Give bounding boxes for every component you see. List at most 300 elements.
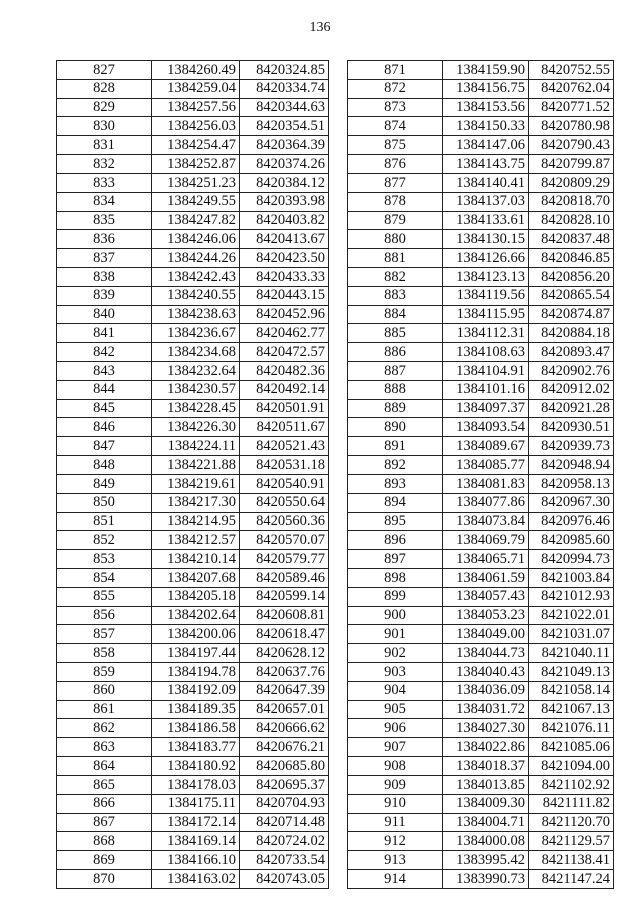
- point-number-cell: 897: [348, 550, 443, 569]
- y-coordinate-cell: 8420443.15: [240, 286, 329, 305]
- point-number-cell: 830: [57, 117, 152, 136]
- y-coordinate-cell: 8421094.00: [529, 757, 614, 776]
- point-number-cell: 890: [348, 418, 443, 437]
- y-coordinate-cell: 8421012.93: [529, 587, 614, 606]
- table-row: [348, 267, 614, 286]
- table-row: [348, 286, 614, 305]
- point-number-cell: 870: [57, 869, 152, 888]
- y-coordinate-cell: 8420521.43: [240, 437, 329, 456]
- x-coordinate-cell: 1384153.56: [443, 98, 529, 117]
- y-coordinate-cell: 8420762.04: [529, 79, 614, 98]
- point-number-cell: 879: [348, 211, 443, 230]
- point-number-cell: 853: [57, 550, 152, 569]
- x-coordinate-cell: 1384040.43: [443, 663, 529, 682]
- point-number-cell: 895: [348, 512, 443, 531]
- y-coordinate-cell: 8420985.60: [529, 531, 614, 550]
- x-coordinate-cell: 1384214.95: [152, 512, 240, 531]
- point-number-cell: 881: [348, 249, 443, 268]
- x-coordinate-cell: 1384207.68: [152, 568, 240, 587]
- point-number-cell: 869: [57, 851, 152, 870]
- point-number-cell: 850: [57, 493, 152, 512]
- y-coordinate-cell: 8420608.81: [240, 606, 329, 625]
- x-coordinate-cell: 1384027.30: [443, 719, 529, 738]
- x-coordinate-cell: 1384156.75: [443, 79, 529, 98]
- y-coordinate-cell: 8421049.13: [529, 663, 614, 682]
- table-row: [57, 98, 329, 117]
- table-row: [57, 399, 329, 418]
- y-coordinate-cell: 8420637.76: [240, 663, 329, 682]
- x-coordinate-cell: 1384065.71: [443, 550, 529, 569]
- point-number-cell: 841: [57, 324, 152, 343]
- x-coordinate-cell: 1384217.30: [152, 493, 240, 512]
- x-coordinate-cell: 1384133.61: [443, 211, 529, 230]
- point-number-cell: 886: [348, 343, 443, 362]
- x-coordinate-cell: 1383995.42: [443, 851, 529, 870]
- table-row: [57, 493, 329, 512]
- point-number-cell: 888: [348, 380, 443, 399]
- point-number-cell: 903: [348, 663, 443, 682]
- point-number-cell: 873: [348, 98, 443, 117]
- point-number-cell: 894: [348, 493, 443, 512]
- x-coordinate-cell: 1384123.13: [443, 267, 529, 286]
- x-coordinate-cell: 1384049.00: [443, 625, 529, 644]
- x-coordinate-cell: 1384018.37: [443, 757, 529, 776]
- x-coordinate-cell: 1384221.88: [152, 456, 240, 475]
- y-coordinate-cell: 8420771.52: [529, 98, 614, 117]
- table-row: [348, 851, 614, 870]
- table-row: [348, 173, 614, 192]
- x-coordinate-cell: 1384234.68: [152, 343, 240, 362]
- x-coordinate-cell: 1384089.67: [443, 437, 529, 456]
- y-coordinate-cell: 8421129.57: [529, 832, 614, 851]
- x-coordinate-cell: 1384143.75: [443, 155, 529, 174]
- y-coordinate-cell: 8420599.14: [240, 587, 329, 606]
- table-row: [348, 606, 614, 625]
- table-row: [57, 625, 329, 644]
- y-coordinate-cell: 8420846.85: [529, 249, 614, 268]
- x-coordinate-cell: 1384200.06: [152, 625, 240, 644]
- y-coordinate-cell: 8420809.29: [529, 173, 614, 192]
- x-coordinate-cell: 1384228.45: [152, 399, 240, 418]
- table-row: [57, 851, 329, 870]
- table-row: [57, 700, 329, 719]
- point-number-cell: 892: [348, 456, 443, 475]
- x-coordinate-cell: 1383990.73: [443, 869, 529, 888]
- table-row: [348, 681, 614, 700]
- table-row: [348, 98, 614, 117]
- point-number-cell: 857: [57, 625, 152, 644]
- point-number-cell: 865: [57, 775, 152, 794]
- table-row: [348, 738, 614, 757]
- y-coordinate-cell: 8420724.02: [240, 832, 329, 851]
- point-number-cell: 851: [57, 512, 152, 531]
- point-number-cell: 862: [57, 719, 152, 738]
- table-row: [57, 550, 329, 569]
- x-coordinate-cell: 1384260.49: [152, 61, 240, 80]
- point-number-cell: 906: [348, 719, 443, 738]
- y-coordinate-cell: 8420874.87: [529, 305, 614, 324]
- y-coordinate-cell: 8420790.43: [529, 136, 614, 155]
- x-coordinate-cell: 1384053.23: [443, 606, 529, 625]
- point-number-cell: 837: [57, 249, 152, 268]
- y-coordinate-cell: 8420976.46: [529, 512, 614, 531]
- table-row: [57, 418, 329, 437]
- point-number-cell: 860: [57, 681, 152, 700]
- x-coordinate-cell: 1384172.14: [152, 813, 240, 832]
- table-row: [57, 362, 329, 381]
- point-number-cell: 836: [57, 230, 152, 249]
- table-row: [348, 644, 614, 663]
- table-row: [348, 625, 614, 644]
- point-number-cell: 855: [57, 587, 152, 606]
- x-coordinate-cell: 1384000.08: [443, 832, 529, 851]
- point-number-cell: 889: [348, 399, 443, 418]
- y-coordinate-cell: 8420462.77: [240, 324, 329, 343]
- y-coordinate-cell: 8420618.47: [240, 625, 329, 644]
- x-coordinate-cell: 1384252.87: [152, 155, 240, 174]
- y-coordinate-cell: 8420550.64: [240, 493, 329, 512]
- y-coordinate-cell: 8421040.11: [529, 644, 614, 663]
- y-coordinate-cell: 8420994.73: [529, 550, 614, 569]
- x-coordinate-cell: 1384256.03: [152, 117, 240, 136]
- point-number-cell: 843: [57, 362, 152, 381]
- coordinates-table-right: [347, 60, 614, 889]
- table-row: [348, 117, 614, 136]
- point-number-cell: 838: [57, 267, 152, 286]
- x-coordinate-cell: 1384169.14: [152, 832, 240, 851]
- table-body-right: [348, 61, 614, 889]
- y-coordinate-cell: 8420334.74: [240, 79, 329, 98]
- table-row: [348, 343, 614, 362]
- x-coordinate-cell: 1384057.43: [443, 587, 529, 606]
- y-coordinate-cell: 8420865.54: [529, 286, 614, 305]
- y-coordinate-cell: 8420540.91: [240, 474, 329, 493]
- x-coordinate-cell: 1384180.92: [152, 757, 240, 776]
- table-row: [348, 362, 614, 381]
- x-coordinate-cell: 1384119.56: [443, 286, 529, 305]
- table-row: [57, 267, 329, 286]
- y-coordinate-cell: 8420492.14: [240, 380, 329, 399]
- y-coordinate-cell: 8421147.24: [529, 869, 614, 888]
- x-coordinate-cell: 1384137.03: [443, 192, 529, 211]
- y-coordinate-cell: 8420884.18: [529, 324, 614, 343]
- point-number-cell: 832: [57, 155, 152, 174]
- table-row: [348, 136, 614, 155]
- y-coordinate-cell: 8420364.39: [240, 136, 329, 155]
- table-row: [57, 587, 329, 606]
- point-number-cell: 858: [57, 644, 152, 663]
- point-number-cell: 876: [348, 155, 443, 174]
- y-coordinate-cell: 8420752.55: [529, 61, 614, 80]
- y-coordinate-cell: 8420856.20: [529, 267, 614, 286]
- point-number-cell: 904: [348, 681, 443, 700]
- table-row: [348, 719, 614, 738]
- table-row: [348, 230, 614, 249]
- y-coordinate-cell: 8420743.05: [240, 869, 329, 888]
- point-number-cell: 880: [348, 230, 443, 249]
- table-row: [348, 550, 614, 569]
- table-body-left: [57, 61, 329, 889]
- table-row: [57, 794, 329, 813]
- x-coordinate-cell: 1384205.18: [152, 587, 240, 606]
- x-coordinate-cell: 1384115.95: [443, 305, 529, 324]
- table-row: [348, 474, 614, 493]
- y-coordinate-cell: 8420958.13: [529, 474, 614, 493]
- table-row: [348, 531, 614, 550]
- table-row: [348, 757, 614, 776]
- y-coordinate-cell: 8420384.12: [240, 173, 329, 192]
- y-coordinate-cell: 8420921.28: [529, 399, 614, 418]
- table-row: [57, 155, 329, 174]
- table-row: [57, 380, 329, 399]
- x-coordinate-cell: 1384004.71: [443, 813, 529, 832]
- point-number-cell: 912: [348, 832, 443, 851]
- y-coordinate-cell: 8420344.63: [240, 98, 329, 117]
- point-number-cell: 901: [348, 625, 443, 644]
- y-coordinate-cell: 8420666.62: [240, 719, 329, 738]
- point-number-cell: 914: [348, 869, 443, 888]
- x-coordinate-cell: 1384212.57: [152, 531, 240, 550]
- point-number-cell: 884: [348, 305, 443, 324]
- x-coordinate-cell: 1384044.73: [443, 644, 529, 663]
- table-row: [57, 568, 329, 587]
- x-coordinate-cell: 1384244.26: [152, 249, 240, 268]
- point-number-cell: 864: [57, 757, 152, 776]
- table-row: [348, 61, 614, 80]
- point-number-cell: 907: [348, 738, 443, 757]
- y-coordinate-cell: 8420560.36: [240, 512, 329, 531]
- y-coordinate-cell: 8421120.70: [529, 813, 614, 832]
- x-coordinate-cell: 1384077.86: [443, 493, 529, 512]
- point-number-cell: 866: [57, 794, 152, 813]
- point-number-cell: 910: [348, 794, 443, 813]
- table-row: [57, 531, 329, 550]
- table-row: [57, 606, 329, 625]
- point-number-cell: 868: [57, 832, 152, 851]
- table-row: [57, 757, 329, 776]
- x-coordinate-cell: 1384226.30: [152, 418, 240, 437]
- table-row: [57, 681, 329, 700]
- y-coordinate-cell: 8420482.36: [240, 362, 329, 381]
- point-number-cell: 852: [57, 531, 152, 550]
- table-row: [57, 230, 329, 249]
- point-number-cell: 834: [57, 192, 152, 211]
- table-row: [348, 493, 614, 512]
- x-coordinate-cell: 1384097.37: [443, 399, 529, 418]
- table-row: [57, 644, 329, 663]
- y-coordinate-cell: 8420393.98: [240, 192, 329, 211]
- x-coordinate-cell: 1384232.64: [152, 362, 240, 381]
- table-row: [348, 79, 614, 98]
- table-row: [57, 474, 329, 493]
- x-coordinate-cell: 1384036.09: [443, 681, 529, 700]
- coordinates-table-left: [56, 60, 329, 889]
- x-coordinate-cell: 1384236.67: [152, 324, 240, 343]
- x-coordinate-cell: 1384186.58: [152, 719, 240, 738]
- y-coordinate-cell: 8420579.77: [240, 550, 329, 569]
- point-number-cell: 833: [57, 173, 152, 192]
- point-number-cell: 847: [57, 437, 152, 456]
- x-coordinate-cell: 1384093.54: [443, 418, 529, 437]
- y-coordinate-cell: 8420912.02: [529, 380, 614, 399]
- point-number-cell: 875: [348, 136, 443, 155]
- table-row: [57, 437, 329, 456]
- point-number-cell: 877: [348, 173, 443, 192]
- x-coordinate-cell: 1384189.35: [152, 700, 240, 719]
- point-number-cell: 861: [57, 700, 152, 719]
- x-coordinate-cell: 1384183.77: [152, 738, 240, 757]
- table-row: [348, 305, 614, 324]
- y-coordinate-cell: 8420818.70: [529, 192, 614, 211]
- table-row: [57, 79, 329, 98]
- x-coordinate-cell: 1384130.15: [443, 230, 529, 249]
- x-coordinate-cell: 1384219.61: [152, 474, 240, 493]
- x-coordinate-cell: 1384178.03: [152, 775, 240, 794]
- table-row: [348, 700, 614, 719]
- point-number-cell: 874: [348, 117, 443, 136]
- y-coordinate-cell: 8420628.12: [240, 644, 329, 663]
- x-coordinate-cell: 1384254.47: [152, 136, 240, 155]
- point-number-cell: 835: [57, 211, 152, 230]
- x-coordinate-cell: 1384073.84: [443, 512, 529, 531]
- y-coordinate-cell: 8421067.13: [529, 700, 614, 719]
- table-row: [57, 869, 329, 888]
- x-coordinate-cell: 1384194.78: [152, 663, 240, 682]
- table-row: [348, 192, 614, 211]
- y-coordinate-cell: 8420647.39: [240, 681, 329, 700]
- point-number-cell: 883: [348, 286, 443, 305]
- point-number-cell: 848: [57, 456, 152, 475]
- x-coordinate-cell: 1384031.72: [443, 700, 529, 719]
- y-coordinate-cell: 8420570.07: [240, 531, 329, 550]
- y-coordinate-cell: 8420433.33: [240, 267, 329, 286]
- point-number-cell: 840: [57, 305, 152, 324]
- table-row: [348, 832, 614, 851]
- x-coordinate-cell: 1384101.16: [443, 380, 529, 399]
- table-row: [348, 456, 614, 475]
- point-number-cell: 887: [348, 362, 443, 381]
- y-coordinate-cell: 8420939.73: [529, 437, 614, 456]
- y-coordinate-cell: 8420531.18: [240, 456, 329, 475]
- table-row: [57, 719, 329, 738]
- point-number-cell: 828: [57, 79, 152, 98]
- x-coordinate-cell: 1384081.83: [443, 474, 529, 493]
- x-coordinate-cell: 1384061.59: [443, 568, 529, 587]
- point-number-cell: 839: [57, 286, 152, 305]
- x-coordinate-cell: 1384108.63: [443, 343, 529, 362]
- y-coordinate-cell: 8421076.11: [529, 719, 614, 738]
- table-row: [348, 211, 614, 230]
- point-number-cell: 849: [57, 474, 152, 493]
- table-row: [57, 211, 329, 230]
- table-row: [57, 832, 329, 851]
- table-row: [348, 813, 614, 832]
- x-coordinate-cell: 1384112.31: [443, 324, 529, 343]
- table-row: [348, 775, 614, 794]
- x-coordinate-cell: 1384175.11: [152, 794, 240, 813]
- x-coordinate-cell: 1384022.86: [443, 738, 529, 757]
- point-number-cell: 829: [57, 98, 152, 117]
- y-coordinate-cell: 8420780.98: [529, 117, 614, 136]
- point-number-cell: 908: [348, 757, 443, 776]
- table-row: [57, 738, 329, 757]
- table-row: [57, 61, 329, 80]
- y-coordinate-cell: 8421031.07: [529, 625, 614, 644]
- y-coordinate-cell: 8421102.92: [529, 775, 614, 794]
- table-row: [348, 437, 614, 456]
- point-number-cell: 872: [348, 79, 443, 98]
- point-number-cell: 871: [348, 61, 443, 80]
- table-row: [57, 512, 329, 531]
- point-number-cell: 842: [57, 343, 152, 362]
- page-number: 136: [309, 20, 331, 35]
- y-coordinate-cell: 8420676.21: [240, 738, 329, 757]
- x-coordinate-cell: 1384197.44: [152, 644, 240, 663]
- x-coordinate-cell: 1384257.56: [152, 98, 240, 117]
- table-row: [348, 869, 614, 888]
- y-coordinate-cell: 8420967.30: [529, 493, 614, 512]
- y-coordinate-cell: 8420948.94: [529, 456, 614, 475]
- point-number-cell: 893: [348, 474, 443, 493]
- y-coordinate-cell: 8420354.51: [240, 117, 329, 136]
- x-coordinate-cell: 1384247.82: [152, 211, 240, 230]
- point-number-cell: 827: [57, 61, 152, 80]
- y-coordinate-cell: 8420733.54: [240, 851, 329, 870]
- point-number-cell: 845: [57, 399, 152, 418]
- y-coordinate-cell: 8420374.26: [240, 155, 329, 174]
- y-coordinate-cell: 8420695.37: [240, 775, 329, 794]
- table-row: [348, 249, 614, 268]
- point-number-cell: 891: [348, 437, 443, 456]
- table-row: [57, 456, 329, 475]
- table-row: [57, 173, 329, 192]
- point-number-cell: 878: [348, 192, 443, 211]
- x-coordinate-cell: 1384140.41: [443, 173, 529, 192]
- table-row: [348, 587, 614, 606]
- y-coordinate-cell: 8420472.57: [240, 343, 329, 362]
- x-coordinate-cell: 1384104.91: [443, 362, 529, 381]
- table-row: [57, 286, 329, 305]
- y-coordinate-cell: 8420324.85: [240, 61, 329, 80]
- point-number-cell: 913: [348, 851, 443, 870]
- y-coordinate-cell: 8420413.67: [240, 230, 329, 249]
- x-coordinate-cell: 1384230.57: [152, 380, 240, 399]
- table-row: [348, 512, 614, 531]
- x-coordinate-cell: 1384224.11: [152, 437, 240, 456]
- x-coordinate-cell: 1384192.09: [152, 681, 240, 700]
- x-coordinate-cell: 1384009.30: [443, 794, 529, 813]
- table-row: [57, 813, 329, 832]
- x-coordinate-cell: 1384166.10: [152, 851, 240, 870]
- x-coordinate-cell: 1384126.66: [443, 249, 529, 268]
- table-row: [57, 775, 329, 794]
- y-coordinate-cell: 8421138.41: [529, 851, 614, 870]
- x-coordinate-cell: 1384159.90: [443, 61, 529, 80]
- table-row: [348, 155, 614, 174]
- point-number-cell: 905: [348, 700, 443, 719]
- table-row: [57, 663, 329, 682]
- y-coordinate-cell: 8420930.51: [529, 418, 614, 437]
- point-number-cell: 854: [57, 568, 152, 587]
- point-number-cell: 885: [348, 324, 443, 343]
- table-row: [57, 343, 329, 362]
- point-number-cell: 844: [57, 380, 152, 399]
- x-coordinate-cell: 1384150.33: [443, 117, 529, 136]
- x-coordinate-cell: 1384242.43: [152, 267, 240, 286]
- y-coordinate-cell: 8420714.48: [240, 813, 329, 832]
- table-row: [57, 324, 329, 343]
- y-coordinate-cell: 8420452.96: [240, 305, 329, 324]
